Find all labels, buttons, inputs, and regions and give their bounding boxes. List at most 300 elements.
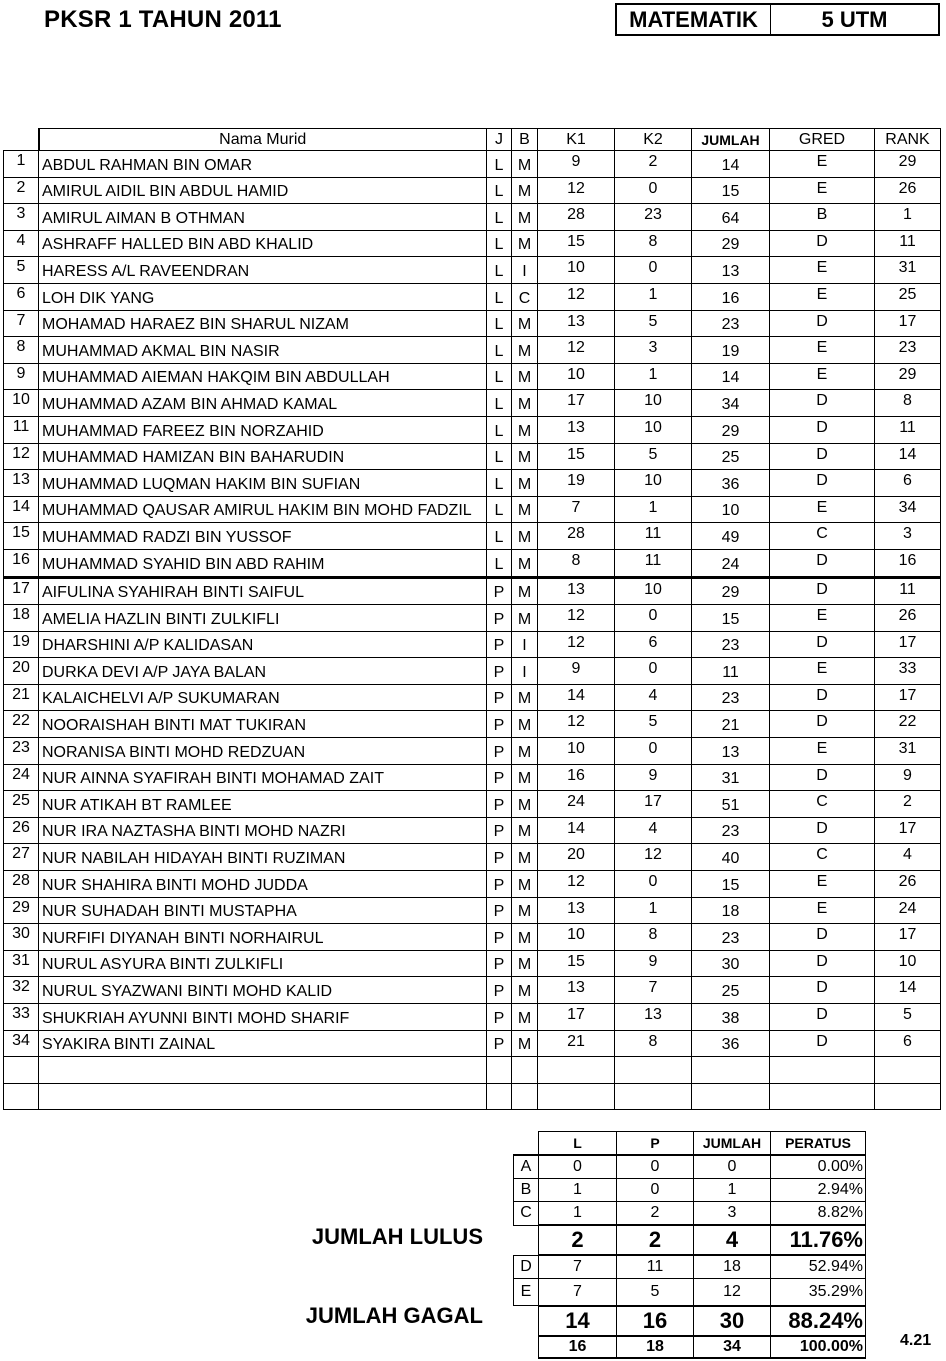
student-row [4, 738, 941, 765]
summary-cell-l: 1 [539, 1179, 617, 1202]
cell-k1: 21 [538, 1030, 615, 1057]
student-rows [4, 151, 941, 1110]
cell-jumlah: 15 [692, 871, 770, 898]
cell-rank: 31 [875, 257, 941, 284]
cell-gred: C [770, 791, 875, 818]
student-row [4, 523, 941, 550]
cell-j: L [487, 443, 512, 470]
cell-k1: 12 [538, 337, 615, 364]
cell-rank: 33 [875, 658, 941, 685]
cell-jumlah: 51 [692, 791, 770, 818]
student-row [4, 658, 941, 685]
cell-nama: MOHAMAD HARAEZ BIN SHARUL NIZAM [39, 310, 487, 337]
cell-b: M [512, 817, 538, 844]
cell-j: P [487, 738, 512, 765]
cell-no: 27 [4, 844, 39, 871]
cell-gred: D [770, 1030, 875, 1057]
total-jumlah: 34 [694, 1336, 771, 1358]
cell-rank: 11 [875, 230, 941, 257]
cell-jumlah: 18 [692, 897, 770, 924]
cell-no: 32 [4, 977, 39, 1004]
cell-nama: NUR SUHADAH BINTI MUSTAPHA [39, 897, 487, 924]
student-row [4, 443, 941, 470]
summary-cell-p: 11 [617, 1255, 694, 1279]
student-row [4, 230, 941, 257]
cell-b: C [512, 283, 538, 310]
cell-rank: 3 [875, 523, 941, 550]
cell-k1 [538, 1083, 615, 1110]
cell-k1: 14 [538, 817, 615, 844]
student-row [4, 549, 941, 577]
cell-gred: D [770, 470, 875, 497]
cell-j: L [487, 204, 512, 231]
cell-rank: 14 [875, 977, 941, 1004]
cell-jumlah: 24 [692, 549, 770, 577]
cell-b: M [512, 897, 538, 924]
grade-label: B [514, 1179, 539, 1202]
student-row [4, 363, 941, 390]
cell-b: M [512, 711, 538, 738]
cell-b: M [512, 549, 538, 577]
cell-nama: NUR AINNA SYAFIRAH BINTI MOHAMAD ZAIT [39, 764, 487, 791]
summary-row-c [514, 1202, 866, 1226]
cell-nama: NURUL SYAZWANI BINTI MOHD KALID [39, 977, 487, 1004]
cell-rank: 6 [875, 470, 941, 497]
cell-j: L [487, 337, 512, 364]
cell-k2: 10 [615, 390, 692, 417]
cell-j: P [487, 605, 512, 632]
cell-k1: 13 [538, 577, 615, 605]
student-row [4, 897, 941, 924]
cell-k2: 11 [615, 523, 692, 550]
student-row [4, 817, 941, 844]
cell-gred: D [770, 711, 875, 738]
summary-cell-p: 0 [617, 1179, 694, 1202]
cell-nama: LOH DIK YANG [39, 283, 487, 310]
cell-no: 2 [4, 177, 39, 204]
cell-j [487, 1057, 512, 1084]
cell-k2: 10 [615, 470, 692, 497]
cell-rank: 29 [875, 363, 941, 390]
cell-k1: 12 [538, 177, 615, 204]
cell-no: 13 [4, 470, 39, 497]
cell-no: 15 [4, 523, 39, 550]
cell-no: 11 [4, 416, 39, 443]
cell-rank: 1 [875, 204, 941, 231]
cell-jumlah: 23 [692, 631, 770, 658]
cell-k2: 9 [615, 764, 692, 791]
cell-b: M [512, 738, 538, 765]
cell-rank: 10 [875, 950, 941, 977]
cell-k2: 4 [615, 684, 692, 711]
cell-no: 7 [4, 310, 39, 337]
cell-j: L [487, 257, 512, 284]
cell-gred: E [770, 605, 875, 632]
grade-label: D [514, 1255, 539, 1279]
cell-b: M [512, 791, 538, 818]
cell-b: I [512, 658, 538, 685]
cell-k1: 12 [538, 605, 615, 632]
cell-gred: E [770, 337, 875, 364]
cell-gred: D [770, 390, 875, 417]
cell-rank [875, 1083, 941, 1110]
cell-k2: 5 [615, 443, 692, 470]
cell-k2: 3 [615, 337, 692, 364]
cell-jumlah: 23 [692, 817, 770, 844]
student-row [4, 151, 941, 178]
cell-b: M [512, 390, 538, 417]
student-results-table [3, 128, 941, 1110]
cell-k2: 9 [615, 950, 692, 977]
summary-cell-peratus: 52.94% [771, 1255, 866, 1279]
cell-nama: HARESS A/L RAVEENDRAN [39, 257, 487, 284]
lulus-p: 2 [617, 1225, 694, 1255]
cell-gred: E [770, 871, 875, 898]
student-row [4, 924, 941, 951]
cell-no: 34 [4, 1030, 39, 1057]
cell-jumlah: 36 [692, 1030, 770, 1057]
cell-k2: 4 [615, 817, 692, 844]
cell-no: 22 [4, 711, 39, 738]
cell-gred: D [770, 684, 875, 711]
cell-nama: NURFIFI DIYANAH BINTI NORHAIRUL [39, 924, 487, 951]
cell-nama: ABDUL RAHMAN BIN OMAR [39, 151, 487, 178]
jumlah-gagal-label: JUMLAH GAGAL [305, 1303, 483, 1328]
cell-b: I [512, 257, 538, 284]
cell-k2: 11 [615, 549, 692, 577]
summary-cell-peratus: 8.82% [771, 1202, 866, 1226]
cell-k1: 10 [538, 924, 615, 951]
cell-rank: 31 [875, 738, 941, 765]
gagal-jumlah: 30 [694, 1306, 771, 1336]
cell-jumlah: 30 [692, 950, 770, 977]
cell-no: 30 [4, 924, 39, 951]
student-row [4, 204, 941, 231]
cell-b: M [512, 950, 538, 977]
cell-nama [39, 1083, 487, 1110]
cell-gred: D [770, 1004, 875, 1031]
student-row [4, 977, 941, 1004]
cell-k2: 23 [615, 204, 692, 231]
cell-j: P [487, 871, 512, 898]
student-row [4, 416, 941, 443]
cell-gred: D [770, 443, 875, 470]
cell-nama: DHARSHINI A/P KALIDASAN [39, 631, 487, 658]
header-k2: K2 [615, 129, 692, 151]
summary-header-p: P [617, 1132, 694, 1156]
cell-k1: 15 [538, 443, 615, 470]
cell-nama: KALAICHELVI A/P SUKUMARAN [39, 684, 487, 711]
summary-row-gagal [514, 1306, 866, 1336]
cell-k2: 8 [615, 924, 692, 951]
cell-rank: 26 [875, 177, 941, 204]
student-row [4, 871, 941, 898]
cell-gred: E [770, 738, 875, 765]
cell-k1: 12 [538, 871, 615, 898]
cell-rank: 26 [875, 605, 941, 632]
cell-j: P [487, 711, 512, 738]
cell-no: 4 [4, 230, 39, 257]
cell-k1: 28 [538, 523, 615, 550]
cell-gred: E [770, 496, 875, 523]
summary-cell-p: 5 [617, 1279, 694, 1306]
cell-gred: D [770, 631, 875, 658]
cell-no: 20 [4, 658, 39, 685]
grade-label: A [514, 1155, 539, 1179]
student-row [4, 257, 941, 284]
lulus-peratus: 11.76% [771, 1225, 866, 1255]
cell-jumlah: 34 [692, 390, 770, 417]
cell-k2: 8 [615, 230, 692, 257]
cell-gred [770, 1083, 875, 1110]
cell-j: P [487, 844, 512, 871]
cell-k2: 0 [615, 257, 692, 284]
cell-j: P [487, 764, 512, 791]
empty-row [4, 1083, 941, 1110]
cell-no: 19 [4, 631, 39, 658]
cell-j: L [487, 496, 512, 523]
cell-k1: 9 [538, 658, 615, 685]
subject-label: MATEMATIK [617, 5, 771, 34]
student-row [4, 470, 941, 497]
cell-k1: 24 [538, 791, 615, 818]
cell-jumlah: 49 [692, 523, 770, 550]
header-gred: GRED [770, 129, 875, 151]
cell-k1: 12 [538, 631, 615, 658]
cell-jumlah: 23 [692, 310, 770, 337]
cell-k2: 10 [615, 577, 692, 605]
cell-j: P [487, 1004, 512, 1031]
cell-gred: D [770, 764, 875, 791]
cell-nama: MUHAMMAD HAMIZAN BIN BAHARUDIN [39, 443, 487, 470]
gagal-l: 14 [539, 1306, 617, 1336]
cell-b: M [512, 496, 538, 523]
cell-rank: 8 [875, 390, 941, 417]
cell-jumlah: 14 [692, 363, 770, 390]
student-row [4, 496, 941, 523]
cell-k2: 2 [615, 151, 692, 178]
cell-nama: SYAKIRA BINTI ZAINAL [39, 1030, 487, 1057]
cell-gred: D [770, 817, 875, 844]
cell-gred: E [770, 257, 875, 284]
page-title: PKSR 1 TAHUN 2011 [44, 6, 282, 33]
cell-rank: 17 [875, 684, 941, 711]
cell-k1 [538, 1057, 615, 1084]
header-rank: RANK [875, 129, 941, 151]
cell-jumlah: 38 [692, 1004, 770, 1031]
cell-b: I [512, 631, 538, 658]
cell-k2: 0 [615, 658, 692, 685]
cell-k2 [615, 1057, 692, 1084]
cell-j: L [487, 177, 512, 204]
student-row [4, 177, 941, 204]
gagal-peratus: 88.24% [771, 1306, 866, 1336]
cell-gred: D [770, 924, 875, 951]
cell-rank [875, 1057, 941, 1084]
cell-nama: MUHAMMAD QAUSAR AMIRUL HAKIM BIN MOHD FADZIL [39, 496, 487, 523]
cell-no [4, 1083, 39, 1110]
cell-jumlah: 64 [692, 204, 770, 231]
cell-j [487, 1083, 512, 1110]
cell-no [4, 1057, 39, 1084]
cell-k2: 6 [615, 631, 692, 658]
summary-header-peratus: PERATUS [771, 1132, 866, 1156]
cell-b: M [512, 977, 538, 1004]
cell-gred: E [770, 151, 875, 178]
table-header-row [4, 129, 941, 151]
summary-row-d [514, 1255, 866, 1279]
cell-rank: 17 [875, 924, 941, 951]
cell-b: M [512, 1004, 538, 1031]
total-l: 16 [539, 1336, 617, 1358]
summary-cell-peratus: 35.29% [771, 1279, 866, 1306]
summary-header-jumlah: JUMLAH [694, 1132, 771, 1156]
cell-gred: E [770, 177, 875, 204]
cell-no: 18 [4, 605, 39, 632]
cell-j: P [487, 977, 512, 1004]
header-no [4, 129, 39, 151]
cell-rank: 17 [875, 817, 941, 844]
cell-no: 25 [4, 791, 39, 818]
cell-rank: 34 [875, 496, 941, 523]
cell-rank: 6 [875, 1030, 941, 1057]
cell-gred: C [770, 523, 875, 550]
cell-k2: 0 [615, 177, 692, 204]
cell-b: M [512, 177, 538, 204]
header-j: J [487, 129, 512, 151]
cell-b: M [512, 230, 538, 257]
cell-nama: NUR IRA NAZTASHA BINTI MOHD NAZRI [39, 817, 487, 844]
cell-nama: MUHAMMAD RADZI BIN YUSSOF [39, 523, 487, 550]
cell-gred: E [770, 897, 875, 924]
cell-jumlah: 10 [692, 496, 770, 523]
cell-k2: 10 [615, 416, 692, 443]
cell-nama: NURUL ASYURA BINTI ZULKIFLI [39, 950, 487, 977]
summary-row-e [514, 1279, 866, 1306]
cell-b: M [512, 310, 538, 337]
cell-b: M [512, 337, 538, 364]
cell-j: L [487, 310, 512, 337]
cell-rank: 17 [875, 310, 941, 337]
cell-no: 10 [4, 390, 39, 417]
cell-b: M [512, 151, 538, 178]
cell-b: M [512, 924, 538, 951]
grade-label: C [514, 1202, 539, 1226]
cell-k1: 10 [538, 363, 615, 390]
cell-gred: B [770, 204, 875, 231]
subject-box [615, 3, 940, 36]
cell-k2: 0 [615, 738, 692, 765]
student-row [4, 684, 941, 711]
cell-b: M [512, 844, 538, 871]
cell-no: 28 [4, 871, 39, 898]
cell-k1: 17 [538, 390, 615, 417]
cell-k2: 13 [615, 1004, 692, 1031]
cell-jumlah: 16 [692, 283, 770, 310]
summary-cell-peratus: 2.94% [771, 1179, 866, 1202]
summary-cell-l: 7 [539, 1255, 617, 1279]
student-row [4, 844, 941, 871]
cell-nama: AIFULINA SYAHIRAH BINTI SAIFUL [39, 577, 487, 605]
summary-cell-jumlah: 3 [694, 1202, 771, 1226]
cell-rank: 26 [875, 871, 941, 898]
cell-rank: 22 [875, 711, 941, 738]
cell-k1: 13 [538, 977, 615, 1004]
cell-k1: 13 [538, 416, 615, 443]
cell-jumlah: 29 [692, 230, 770, 257]
cell-no: 16 [4, 549, 39, 577]
cell-k1: 28 [538, 204, 615, 231]
cell-gred: D [770, 577, 875, 605]
cell-no: 17 [4, 577, 39, 605]
cell-k1: 9 [538, 151, 615, 178]
cell-jumlah: 15 [692, 605, 770, 632]
cell-nama: DURKA DEVI A/P JAYA BALAN [39, 658, 487, 685]
student-row [4, 711, 941, 738]
cell-k1: 13 [538, 897, 615, 924]
cell-jumlah: 23 [692, 684, 770, 711]
cell-no: 5 [4, 257, 39, 284]
cell-b [512, 1057, 538, 1084]
cell-k2: 5 [615, 310, 692, 337]
cell-j: P [487, 897, 512, 924]
cell-nama: NORANISA BINTI MOHD REDZUAN [39, 738, 487, 765]
summary-cell-peratus: 0.00% [771, 1155, 866, 1179]
cell-b: M [512, 1030, 538, 1057]
cell-j: P [487, 1030, 512, 1057]
cell-nama: NUR NABILAH HIDAYAH BINTI RUZIMAN [39, 844, 487, 871]
student-row [4, 1004, 941, 1031]
summary-header-l: L [539, 1132, 617, 1156]
cell-j: P [487, 631, 512, 658]
cell-k2: 7 [615, 977, 692, 1004]
summary-row-b [514, 1179, 866, 1202]
grade-summary-table [513, 1131, 866, 1359]
cell-nama: SHUKRIAH AYUNNI BINTI MOHD SHARIF [39, 1004, 487, 1031]
student-row [4, 310, 941, 337]
cell-gred: D [770, 950, 875, 977]
cell-gred: C [770, 844, 875, 871]
cell-nama: NOORAISHAH BINTI MAT TUKIRAN [39, 711, 487, 738]
cell-jumlah: 29 [692, 577, 770, 605]
summary-cell-l: 0 [539, 1155, 617, 1179]
cell-jumlah [692, 1083, 770, 1110]
cell-no: 3 [4, 204, 39, 231]
cell-j: L [487, 470, 512, 497]
student-row [4, 605, 941, 632]
student-row [4, 390, 941, 417]
cell-j: L [487, 151, 512, 178]
cell-j: L [487, 416, 512, 443]
cell-k2: 5 [615, 711, 692, 738]
cell-k1: 16 [538, 764, 615, 791]
cell-b [512, 1083, 538, 1110]
student-row [4, 337, 941, 364]
summary-header-row [514, 1132, 866, 1156]
summary-cell-jumlah: 12 [694, 1279, 771, 1306]
cell-k1: 12 [538, 283, 615, 310]
cell-k1: 20 [538, 844, 615, 871]
cell-k2: 1 [615, 283, 692, 310]
cell-rank: 17 [875, 631, 941, 658]
cell-rank: 11 [875, 577, 941, 605]
cell-k2 [615, 1083, 692, 1110]
cell-no: 29 [4, 897, 39, 924]
cell-k2: 1 [615, 496, 692, 523]
cell-gred [770, 1057, 875, 1084]
student-row [4, 283, 941, 310]
cell-no: 24 [4, 764, 39, 791]
